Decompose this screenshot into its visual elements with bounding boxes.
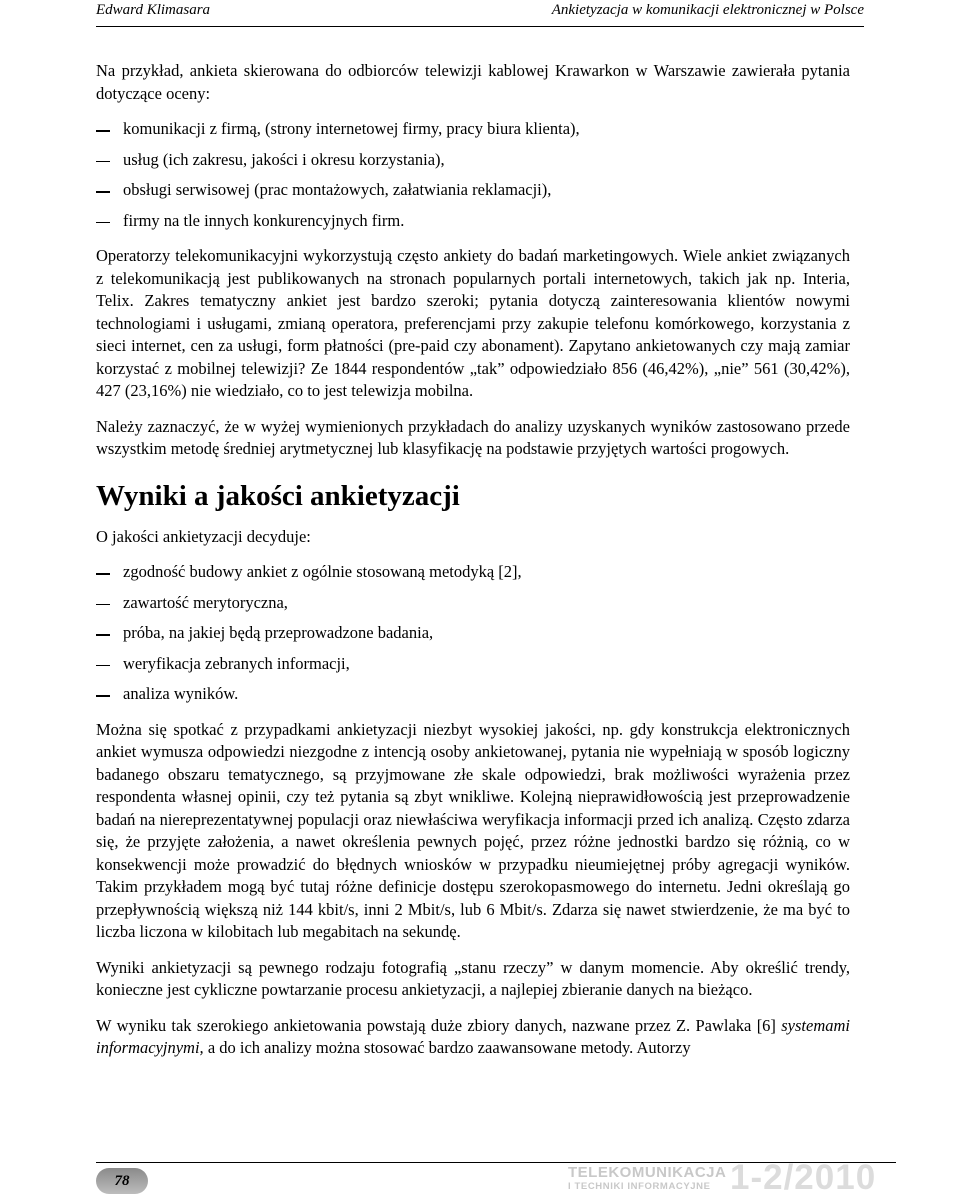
header-title: Ankietyzacja w komunikacji elektronicznej w Polsce <box>551 2 864 18</box>
list-item: firmy na tle innych konkurencyjnych firm. <box>96 210 850 233</box>
logo-line2: I TECHNIKI INFORMACYJNE <box>568 1181 711 1192</box>
paragraph-methods: Należy zaznaczyć, że w wyżej wymienionych przykładach do analizy uzyskanych wyników zastosowano przede wszystkim metodę średniej arytmetycznej lub klasyfikację na podstawie przyjętych wartości progowych. <box>96 416 850 458</box>
issue-number: 1-2/2010 <box>730 1158 877 1197</box>
para5-start: W wyniku tak szerokiego ankietowania powstają duże zbiory danych, nazwane przez Z. Pawlaka [6] <box>96 1015 782 1035</box>
list-item: analiza wyników. <box>96 683 850 706</box>
paragraph-low-quality: Można się spotkać z przypadkami ankietyzacji niezbyt wysokiej jakości, np. gdy konstrukcja elektronicznych ankiet wymusza odpowiedzi niezgodne z intencją osoby ankietowanej, pytania nie wypełniają w sposób logiczny badanego obszaru tematycznego, są przyjmowane złe skale odpowiedzi, brak możliwości wyrażenia przez respondenta własnej opinii, czy też pytania są zbyt wnikliwe. Kolejną nieprawidłowością jest przeprowadzenie badań na niereprezentatywnej populacji oraz niewłaściwa weryfikacja informacji przed ich analizą. Często zdarza się, że przyjęte założenia, a nawet określenia pewnych pojęć, przez różne jednostki bardzo się różnią, co w konsekwencji może prowadzić do błędnych wniosków w przypadku nieumiejętnej próby agregacji wyników. Takim przykładem mogą być tutaj różne definicje dostępu szerokopasmowego do internetu. Jedni określają go przepływnością większą niż 144 kbit/s, inni 2 Mbit/s, lub 6 Mbit/s. Zdarza się nawet stwierdzenie, że ma być to liczba liczona w kilobitach lub megabitach na sekundę. <box>96 719 850 941</box>
page-body <box>96 60 850 1073</box>
quality-lead: O jakości ankietyzacji decyduje: <box>96 526 311 546</box>
list-item: komunikacji z firmą, (strony internetowej firmy, pracy biura klienta), <box>96 118 850 141</box>
page-number: 78 <box>96 1168 148 1194</box>
para5-italic: systemami informacyjnymi, <box>96 1015 850 1057</box>
quality-list <box>96 561 850 706</box>
intro-paragraph: Na przykład, ankieta skierowana do odbiorców telewizji kablowej Krawarkon w Warszawie zawierała pytania dotyczące oceny: <box>96 61 850 103</box>
list-item: obsługi serwisowej (prac montażowych, załatwiania reklamacji), <box>96 179 850 202</box>
paragraph-data-sets <box>96 1015 850 1060</box>
section-heading: Wyniki a jakości ankietyzacji <box>96 479 460 512</box>
list-item: zgodność budowy ankiet z ogólnie stosowaną metodyką [2], <box>96 561 850 584</box>
journal-logo <box>568 1165 726 1193</box>
running-header <box>96 0 864 27</box>
list-item: usług (ich zakresu, jakości i okresu korzystania), <box>96 149 850 172</box>
list-item: zawartość merytoryczna, <box>96 592 850 615</box>
evaluation-list <box>96 118 850 232</box>
paragraph-snapshot: Wyniki ankietyzacji są pewnego rodzaju fotografią „stanu rzeczy” w danym momencie. Aby określić trendy, konieczne jest cykliczne powtarzanie procesu ankietyzacji, a najlepiej zbieranie danych na bieżąco. <box>96 957 850 999</box>
para5-end: a do ich analizy można stosować bardzo zaawansowane metody. Autorzy <box>203 1038 691 1057</box>
logo-line1: TELEKOMUNIKACJA <box>568 1164 727 1181</box>
paragraph-operators: Operatorzy telekomunikacyjni wykorzystują często ankiety do badań marketingowych. Wiele ankiet związanych z telekomunikacją jest publikowanych na stronach popularnych portali internetowych, takich jak np. Interia, Telix. Zakres tematyczny ankiet jest bardzo szeroki; pytania dotyczą zainteresowania klientów nowymi technologiami i usługami, zmianą operatora, preferencjami przy zakupie telefonu komórkowego, korzystania z sieci internet, cen za usługi, form płatności (pre-paid czy abonament). Zapytano ankietowanych czy mają zamiar korzystać z mobilnej telewizji? Ze 1844 respondentów „tak” odpowiedziało 856 (46,42%), „nie” 561 (30,42%), 427 (23,16%) nie wiedziało, co to jest telewizja mobilna. <box>96 246 850 400</box>
header-author: Edward Klimasara <box>96 2 211 18</box>
list-item: weryfikacja zebranych informacji, <box>96 653 850 676</box>
list-item: próba, na jakiej będą przeprowadzone badania, <box>96 622 850 645</box>
